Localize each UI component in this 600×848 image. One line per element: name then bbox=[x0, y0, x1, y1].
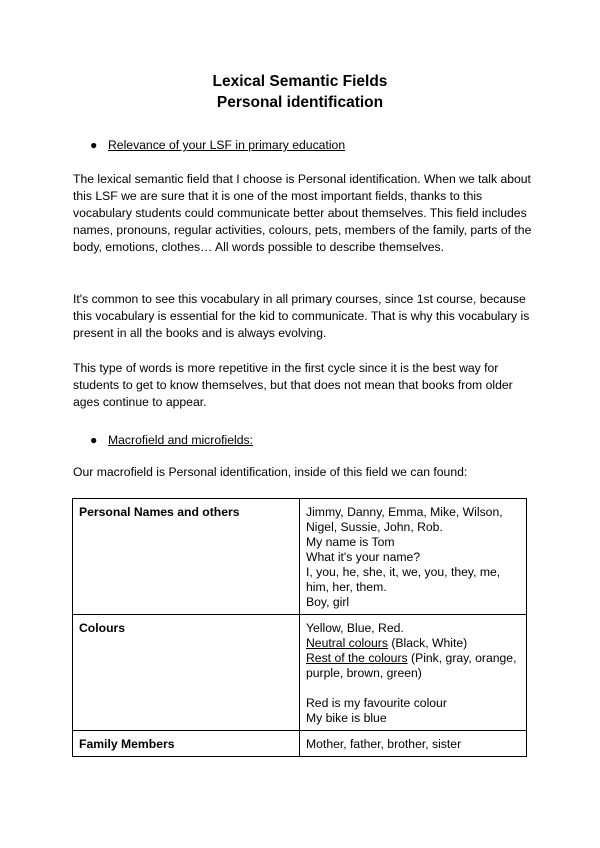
spacer bbox=[306, 681, 520, 696]
neutral-colours-list: (Black, White) bbox=[387, 636, 468, 650]
field-name-cell: Family Members bbox=[73, 731, 300, 757]
content-line: Boy, girl bbox=[306, 595, 350, 609]
paragraph-3: This type of words is more repetitive in the first cycle since it is the best way for students to get to know themselves, but that does not mean that books from older ages continue to appear. bbox=[73, 361, 513, 409]
content-line: I, you, he, she, it, we, you, they, me, him, her, them. bbox=[306, 565, 501, 594]
section-heading-macrofield bbox=[90, 432, 253, 448]
page-title: Lexical Semantic Fields bbox=[212, 73, 388, 90]
rest-colours-label: Rest of the colours bbox=[306, 651, 408, 665]
content-line: Yellow, Blue, Red. bbox=[306, 621, 404, 635]
neutral-colours-label: Neutral colours bbox=[306, 636, 388, 650]
lsf-table bbox=[72, 498, 527, 757]
rest-colours-list: (Pink, gray, orange, purple, brown, green) bbox=[306, 651, 517, 680]
section-heading-text: Relevance of your LSF in primary education bbox=[108, 138, 346, 152]
content-line: My bike is blue bbox=[306, 711, 387, 725]
field-content-cell bbox=[300, 615, 527, 731]
section-heading-text: Macrofield and microfields: bbox=[108, 433, 253, 447]
field-name-cell: Colours bbox=[73, 615, 300, 731]
content-line bbox=[306, 636, 520, 651]
field-name-cell: Personal Names and others bbox=[73, 499, 300, 615]
content-line bbox=[306, 651, 520, 681]
paragraph-2: It's common to see this vocabulary in all primary courses, since 1st course, because this vocabulary is essential for the kid to communicate. That is why this vocabulary is present in all the books and is always evolving. bbox=[73, 292, 530, 340]
content-line: Red is my favourite colour bbox=[306, 696, 447, 710]
section-heading-relevance bbox=[90, 137, 345, 153]
page-subtitle: Personal identification bbox=[216, 94, 384, 111]
table-row bbox=[73, 731, 527, 757]
content-line: Jimmy, Danny, Emma, Mike, Wilson, Nigel, Sussie, John, Rob. bbox=[306, 505, 503, 534]
table-row bbox=[73, 499, 527, 615]
bullet-icon: ● bbox=[90, 433, 98, 447]
bullet-icon: ● bbox=[90, 138, 98, 152]
field-content-cell bbox=[300, 499, 527, 615]
field-content-cell: Mother, father, brother, sister bbox=[300, 731, 527, 757]
paragraph-4: Our macrofield is Personal identification, inside of this field we can found: bbox=[73, 465, 468, 479]
paragraph-1: The lexical semantic field that I choose is Personal identification. When we talk about this LSF we are sure that it is one of the most important fields, thanks to this vocabulary students could communicate better about themselves. This field includes names, pronouns, regular activities, colours, pets, members of the family, parts of the body, emotions, clothes… All words possible to describe themselves. bbox=[73, 172, 532, 254]
content-line: My name is Tom bbox=[306, 535, 395, 549]
table-row bbox=[73, 615, 527, 731]
content-line: What it's your name? bbox=[306, 550, 421, 564]
